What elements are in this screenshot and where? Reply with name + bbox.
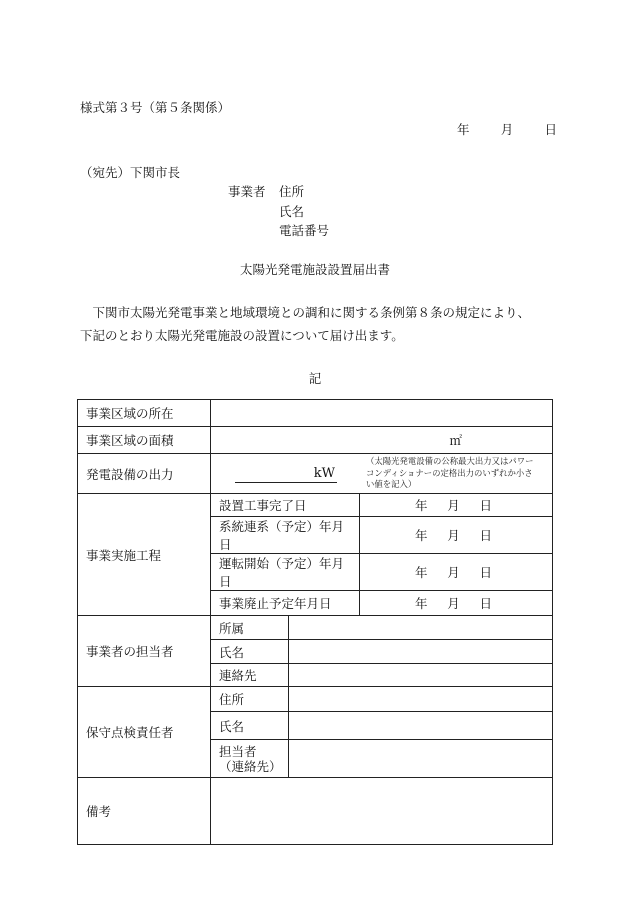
schedule-label: 事業実施工程 [78, 494, 211, 616]
month-label: 月 [447, 528, 460, 543]
contact-field[interactable] [289, 664, 553, 687]
schedule-item-label: 設置工事完了日 [211, 494, 360, 517]
row-remarks [78, 778, 553, 845]
schedule-date-field[interactable] [360, 591, 553, 616]
inspector-contact-label: （連絡先） [219, 758, 282, 774]
output-field[interactable] [211, 454, 553, 494]
inspector-label: 保守点検責任者 [78, 687, 211, 778]
applicant-label: 事業者 [228, 184, 266, 199]
applicant-phone-label: 電話番号 [279, 223, 330, 238]
applicant-address-label: 住所 [279, 184, 305, 199]
location-field[interactable] [211, 400, 553, 427]
year-label: 年 [415, 498, 428, 513]
applicant-name-label: 氏名 [279, 203, 305, 219]
row-location [78, 400, 553, 427]
remarks-label: 備考 [78, 778, 211, 845]
applicant-fields [279, 182, 329, 241]
day-label: 日 [479, 528, 493, 543]
inspector-field[interactable] [289, 712, 553, 740]
year-label: 年 [415, 565, 428, 580]
contact-item-label: 所属 [211, 616, 289, 640]
area-unit: ㎡ [449, 433, 463, 448]
area-field[interactable] [211, 427, 553, 454]
inspector-item-label: 氏名 [211, 712, 289, 740]
date-month: 月 [500, 122, 514, 137]
contact-item-label: 連絡先 [211, 664, 289, 687]
row-contact-1 [78, 616, 553, 640]
day-label: 日 [479, 596, 493, 611]
addressee: （宛先）下関市長 [80, 165, 181, 180]
row-inspector-1 [78, 687, 553, 712]
location-label: 事業区域の所在 [78, 400, 211, 427]
note-mark: 記 [308, 371, 322, 386]
row-area [78, 427, 553, 454]
remarks-field[interactable] [211, 778, 553, 845]
day-label: 日 [479, 498, 493, 513]
month-label: 月 [447, 498, 460, 513]
contact-field[interactable] [289, 640, 553, 664]
month-label: 月 [447, 565, 460, 580]
output-unit: kW [235, 466, 337, 483]
output-note: （太陽光発電設備の公称最大出力又はパワーコンディショナーの定格出力のいずれか小さい値を記入） [366, 456, 534, 489]
row-schedule-1 [78, 494, 553, 517]
inspector-field[interactable] [289, 687, 553, 712]
year-label: 年 [415, 596, 428, 611]
contact-field[interactable] [289, 616, 553, 640]
date-year: 年 [457, 122, 470, 137]
document-title: 太陽光発電施設設置届出書 [239, 262, 390, 277]
area-label: 事業区域の面積 [78, 427, 211, 454]
form-table [77, 399, 553, 845]
schedule-date-field[interactable] [360, 517, 553, 554]
body-text [80, 302, 560, 347]
inspector-item-label [211, 740, 289, 778]
schedule-item-label: 運転開始（予定）年月日 [211, 554, 360, 591]
schedule-date-field[interactable] [360, 554, 553, 591]
submission-date [457, 120, 557, 138]
contact-label: 事業者の担当者 [78, 616, 211, 687]
day-label: 日 [479, 565, 493, 580]
body-line-1: 下関市太陽光発電事業と地域環境との調和に関する条例第８条の規定により、 [80, 305, 531, 320]
inspector-field[interactable] [289, 740, 553, 778]
row-output [78, 454, 553, 494]
body-line-2: 下記のとおり太陽光発電施設の設置について届け出ます。 [80, 327, 404, 343]
schedule-item-label: 事業廃止予定年月日 [211, 591, 360, 616]
schedule-item-label: 系統連系（予定）年月日 [211, 517, 360, 554]
inspector-item-label: 住所 [211, 687, 289, 712]
contact-item-label: 氏名 [211, 640, 289, 664]
output-label: 発電設備の出力 [78, 454, 211, 494]
year-label: 年 [415, 528, 428, 543]
date-day: 日 [544, 122, 557, 137]
month-label: 月 [447, 596, 460, 611]
inspector-person-label: 担当者 [219, 743, 257, 759]
schedule-date-field[interactable] [360, 494, 553, 517]
form-number: 様式第３号（第５条関係） [80, 100, 231, 115]
